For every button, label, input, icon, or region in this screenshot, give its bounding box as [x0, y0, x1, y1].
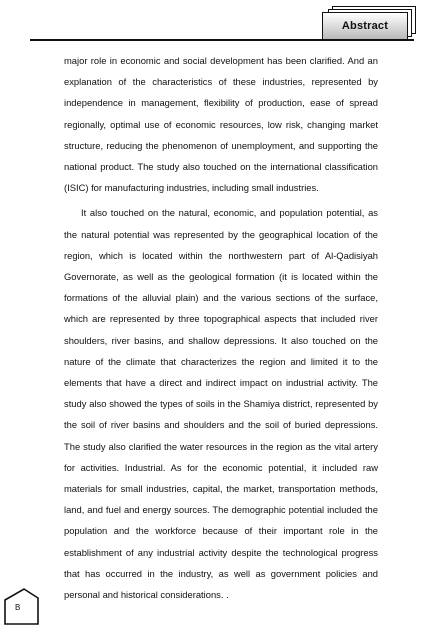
pentagon-badge-icon	[2, 586, 42, 626]
abstract-body	[64, 50, 378, 605]
header-rule	[30, 39, 414, 41]
paragraph-1: major role in economic and social development has been clarified. And an explanation of the characteristics of these industries, represented by independence in management, flexibility of production, ease of spread regionally, optimal use of economic resources, low risk, changing market structure, reducing the phenomenon of unemployment, and supporting the national product. The study also touched on the international classification (ISIC) for manufacturing industries, including small industries.	[64, 55, 378, 194]
paragraph-2: It also touched on the natural, economic, and population potential, as the natural potential was represented by the geographical location of the region, which is located within the northwestern part of Al-Qadisiyah Governorate, as well as the geological formation (it is located within the formations of the alluvial plain) and the various sections of the surface, which are represented by three topographical aspects that included river shoulders, river basins, and shallow depressions. It also touched on the nature of the climate that characterizes the region and limited it to the elements that have a direct and indirect impact on industrial activity. The study also showed the types of soils in the Shamiya district, represented by the soil of river basins and shoulders and the soil of buried depressions. The study also clarified the water resources in the region as the vital artery for activities. Industrial. As for the economic potential, it included raw materials for small industries, capital, the market, transportation methods, land, and fuel and energy sources. The demographic potential included the population and the workforce because of their important role in the establishment of any industrial activity despite the technological progress that has occurred in the industry, as well as government policies and personal and historical considerations. .	[64, 207, 378, 601]
tab-front	[322, 12, 408, 40]
section-tab	[320, 4, 416, 44]
section-title: Abstract	[341, 20, 389, 32]
page-number: B	[15, 603, 21, 612]
page-number-badge	[2, 586, 42, 626]
